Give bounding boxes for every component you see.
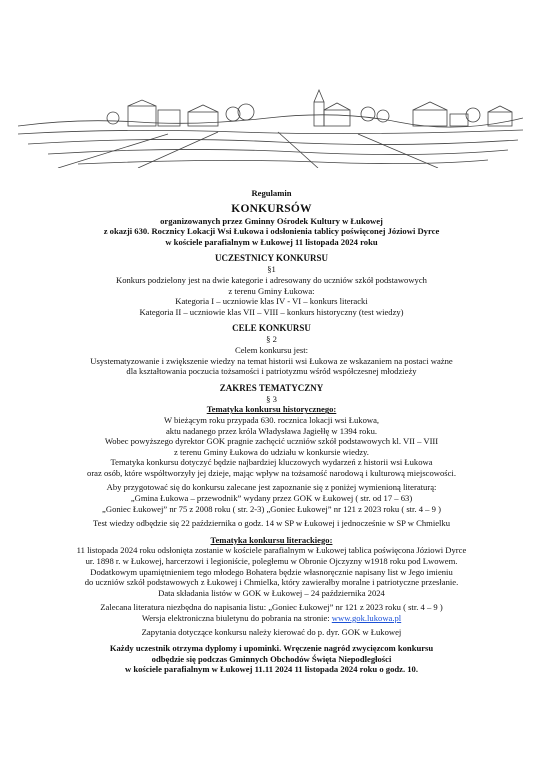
contest-main-title: KONKURSÓW	[231, 202, 312, 215]
body-line: z terenu Gminy Łukowa do udziału w konkursie wiedzy.	[174, 446, 369, 457]
subtitle-line: w kościele parafialnym w Łukowej 11 listopada 2024 roku	[165, 236, 378, 247]
website-link[interactable]: www.gok.lukowa.pl	[331, 613, 402, 623]
body-line: Tematyka konkursu dotyczyć będzie najbardziej kluczowych wydarzeń z historii wsi Łukowa	[110, 457, 433, 468]
website-line	[0, 613, 543, 624]
body-line: Wobec powyższego dyrektor GOK pragnie zachęcić uczniów szkół podstawowych kl. VII – VIII	[104, 436, 439, 447]
regulation-document	[0, 188, 543, 675]
literature-line: Zalecana literatura niezbędna do napisania listu: „Goniec Łukowej” nr 121 z 2023 roku ( str. 4 – 9 )	[100, 602, 443, 613]
section-heading-scope: ZAKRES TEMATYCZNY	[219, 382, 324, 393]
body-line: Celem konkursu jest:	[234, 344, 309, 355]
village-landscape-illustration	[18, 88, 523, 168]
paragraph-number: § 3	[266, 393, 277, 404]
website-prefix: Wersja elektroniczna biuletynu do pobrania na stronie:	[141, 613, 332, 623]
literature-line: „Goniec Łukowej” nr 75 z 2008 roku ( str. 2-3) „Goniec Łukowej” nr 121 z 2023 roku ( str. 4 – 9 )	[102, 503, 441, 514]
body-line: Kategoria II – uczniowie klas VII – VIII – konkurs historyczny (test wiedzy)	[139, 306, 404, 317]
body-line: 11 listopada 2024 roku odsłonięta zostanie w kościele parafialnym w Łukowej tablica poświęcona Józiowi Dyrce	[76, 545, 467, 556]
body-line: do uczniów szkół podstawowych z Łukowej i Chmielka, który zawierałby moralne i patriotyczne przesłanie.	[84, 577, 459, 588]
paragraph-number: § 2	[266, 334, 277, 345]
body-line: Usystematyzowanie i zwiększenie wiedzy na temat historii wsi Łukowa ze wskazaniem na postaci ważne	[90, 355, 453, 366]
test-date-line: Test wiedzy odbędzie się 22 października o godz. 14 w SP w Łukowej i jednocześnie w SP w Chmielku	[93, 518, 450, 529]
document-title: Regulamin	[251, 188, 292, 198]
questions-line: Zapytania dotyczące konkursu należy kierować do p. dyr. GOK w Łukowej	[141, 626, 402, 637]
body-line: W bieżącym roku przypada 630. rocznica lokacji wsi Łukowa,	[163, 414, 380, 425]
body-line: Dodatkowym upamiętnieniem tego młodego Bohatera będzie własnoręcznie napisany list w Jego imieniu	[90, 566, 453, 577]
body-line: z terenu Gminy Łukowa:	[228, 285, 315, 296]
body-line: Kategoria I – uczniowie klas IV - VI – konkurs literacki	[175, 296, 368, 307]
literature-line: Aby przygotować się do konkursu zalecane jest zapoznanie się z poniżej wymienioną literaturą:	[106, 482, 437, 493]
awards-line: odbędzie się podczas Gminnych Obchodów Święta Niepodległości	[151, 653, 392, 664]
body-line: Konkurs podzielony jest na dwie kategorie i adresowany do uczniów szkół podstawowych	[116, 274, 427, 285]
body-line: dla kształtowania poczucia tożsamości i patriotyzmu wśród współczesnej młodzieży	[126, 366, 417, 377]
section-heading-participants: UCZESTNICY KONKURSU	[215, 253, 328, 264]
body-line: ur. 1898 r. w Łukowej, harcerzowi i legioniście, poległemu w Obronie Ojczyzny w1918 roku pod Lwowem.	[85, 556, 458, 567]
body-line: oraz osób, które współtworzyły jej dzieje, mając wpływ na tożsamość narodową i kulturową miejscowości.	[87, 467, 456, 478]
body-line: aktu nadanego przez króla Władysława Jagiełłę w 1394 roku.	[165, 425, 378, 436]
subtitle-line: z okazji 630. Rocznicy Lokacji Wsi Łukowa i odsłonienia tablicy poświęconej Józiowi Dyrce	[103, 226, 440, 237]
literature-line: „Gmina Łukowa – przewodnik” wydany przez GOK w Łukowej ( str. od 17 – 63)	[130, 493, 413, 504]
history-contest-heading: Tematyka konkursu historycznego:	[206, 404, 337, 415]
subtitle-line: organizowanych przez Gminny Ośrodek Kultury w Łukowej	[160, 215, 383, 226]
section-heading-goals: CELE KONKURSU	[232, 323, 311, 334]
body-line: Data składania listów w GOK w Łukowej – 24 października 2024	[158, 587, 385, 598]
paragraph-number: §1	[267, 264, 276, 275]
literary-contest-heading: Tematyka konkursu literackiego:	[210, 534, 333, 545]
awards-line: Każdy uczestnik otrzyma dyplomy i upominki. Wręczenie nagród zwycięzcom konkursu	[109, 643, 434, 654]
awards-line: w kościele parafialnym w Łukowej 11.11 2024 11 listopada 2024 roku o godz. 10.	[124, 664, 418, 675]
